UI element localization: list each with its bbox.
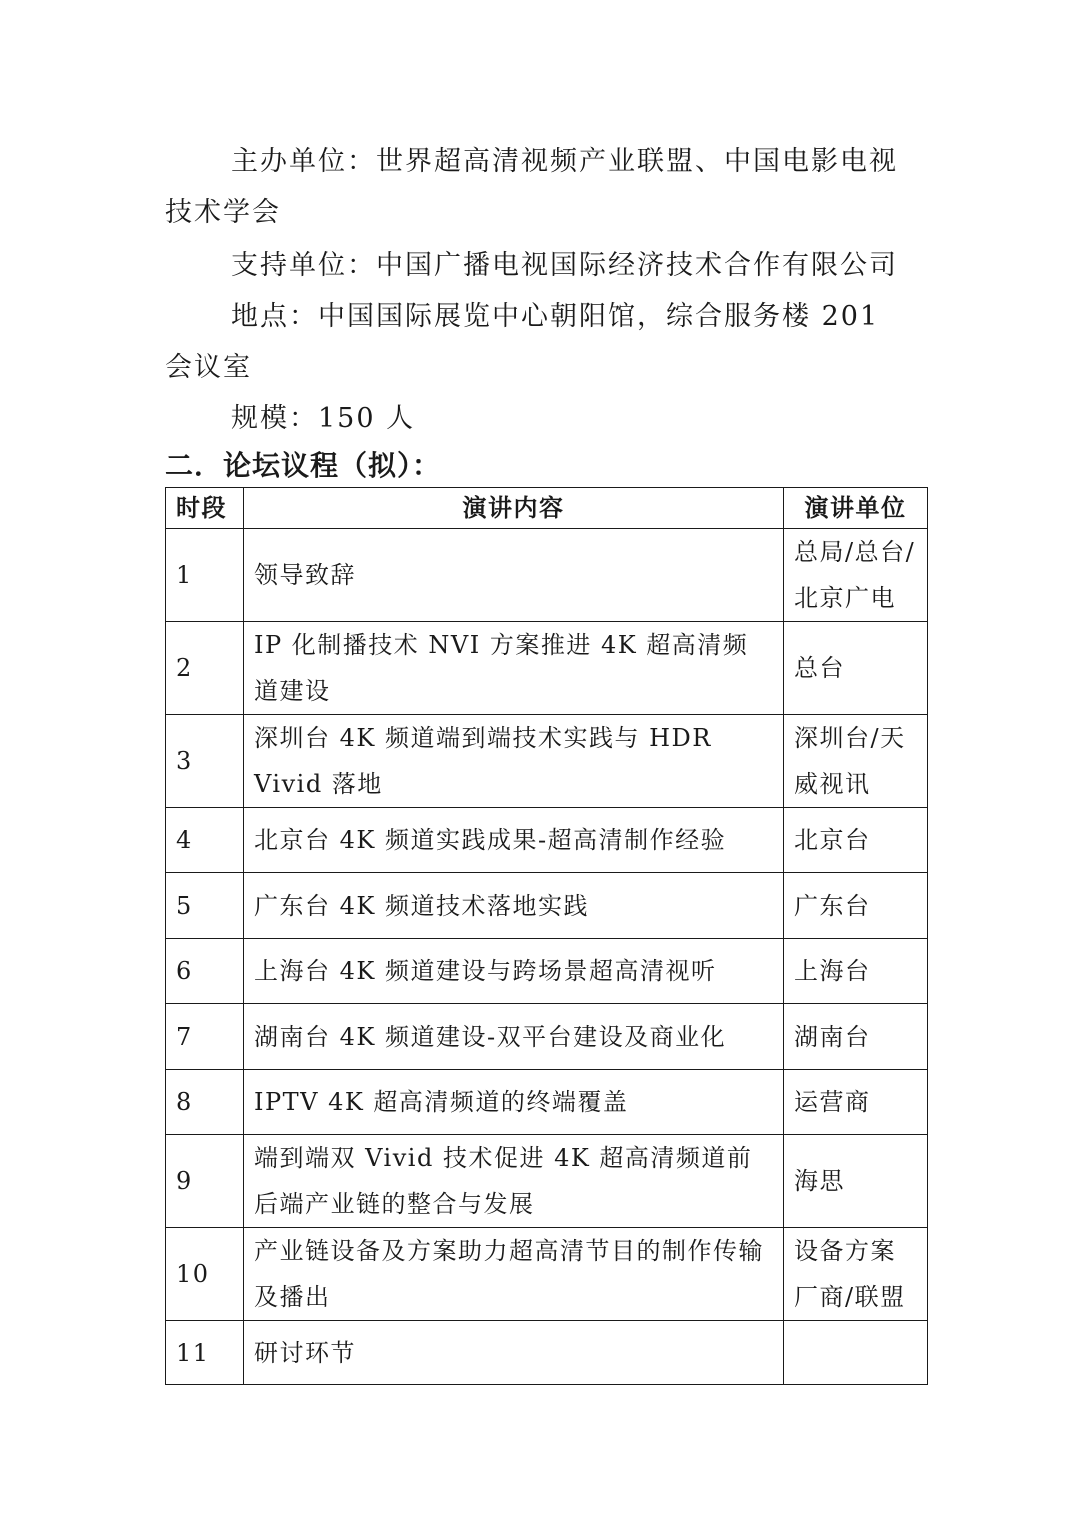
row-number: 1 xyxy=(166,529,244,622)
row-content: 研讨环节 xyxy=(244,1321,784,1385)
agenda-heading: 二．论坛议程（拟）： xyxy=(165,449,442,482)
row-content: 领导致辞 xyxy=(244,529,784,622)
row-number: 4 xyxy=(166,808,244,873)
row-content: 广东台 4K 频道技术落地实践 xyxy=(244,873,784,939)
row-number: 3 xyxy=(166,715,244,808)
row-content: IP 化制播技术 NVI 方案推进 4K 超高清频道建设 xyxy=(244,622,784,715)
row-number: 7 xyxy=(166,1004,244,1070)
row-unit: 上海台 xyxy=(784,939,928,1004)
table-row xyxy=(166,1004,928,1070)
row-content: IPTV 4K 超高清频道的终端覆盖 xyxy=(244,1070,784,1135)
row-number: 8 xyxy=(166,1070,244,1135)
table-row xyxy=(166,622,928,715)
row-number: 5 xyxy=(166,873,244,939)
row-content: 北京台 4K 频道实践成果-超高清制作经验 xyxy=(244,808,784,873)
row-content: 端到端双 Vivid 技术促进 4K 超高清频道前后端产业链的整合与发展 xyxy=(244,1135,784,1228)
row-number: 9 xyxy=(166,1135,244,1228)
table-row xyxy=(166,715,928,808)
row-unit: 运营商 xyxy=(784,1070,928,1135)
row-unit: 湖南台 xyxy=(784,1004,928,1070)
organizer-paragraph: 主办单位：世界超高清视频产业联盟、中国电影电视技术学会 xyxy=(165,146,898,228)
row-unit: 北京台 xyxy=(784,808,928,873)
table-header-row xyxy=(166,488,928,529)
row-number: 6 xyxy=(166,939,244,1004)
header-content: 演讲内容 xyxy=(244,488,784,529)
table-row xyxy=(166,808,928,873)
row-number: 10 xyxy=(166,1228,244,1321)
row-content: 上海台 4K 频道建设与跨场景超高清视听 xyxy=(244,939,784,1004)
scale-paragraph: 规模：150 人 xyxy=(231,403,416,434)
row-unit: 设备方案厂商/联盟 xyxy=(784,1228,928,1321)
agenda-table xyxy=(165,487,928,1385)
location-paragraph: 地点：中国国际展览中心朝阳馆，综合服务楼 201 会议室 xyxy=(165,301,880,383)
row-content: 湖南台 4K 频道建设-双平台建设及商业化 xyxy=(244,1004,784,1070)
row-number: 11 xyxy=(166,1321,244,1385)
row-content: 深圳台 4K 频道端到端技术实践与 HDR Vivid 落地 xyxy=(244,715,784,808)
row-unit: 海思 xyxy=(784,1135,928,1228)
row-number: 2 xyxy=(166,622,244,715)
table-row xyxy=(166,939,928,1004)
table-row xyxy=(166,1321,928,1385)
header-unit: 演讲单位 xyxy=(784,488,928,529)
row-unit: 深圳台/天威视讯 xyxy=(784,715,928,808)
supporter-paragraph: 支持单位：中国广播电视国际经济技术合作有限公司 xyxy=(231,250,898,281)
row-unit xyxy=(784,1321,928,1385)
row-unit: 广东台 xyxy=(784,873,928,939)
row-content: 产业链设备及方案助力超高清节目的制作传输及播出 xyxy=(244,1228,784,1321)
row-unit: 总台 xyxy=(784,622,928,715)
table-row xyxy=(166,873,928,939)
table-row xyxy=(166,1228,928,1321)
table-row xyxy=(166,1070,928,1135)
table-row xyxy=(166,1135,928,1228)
header-session: 时段 xyxy=(166,488,244,529)
row-unit: 总局/总台/北京广电 xyxy=(784,529,928,622)
table-row xyxy=(166,529,928,622)
